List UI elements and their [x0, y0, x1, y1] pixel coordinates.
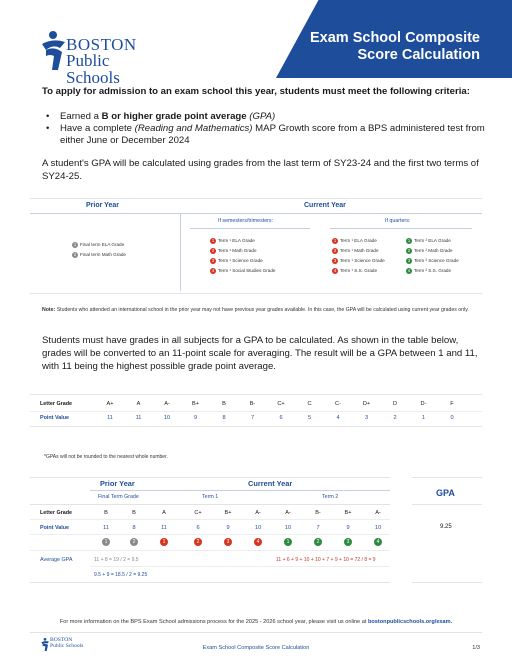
scale-grade: A-	[164, 401, 170, 407]
item-number-badge: 3	[333, 258, 337, 263]
criteria-item	[332, 238, 377, 244]
scale-point: 11	[107, 415, 113, 421]
scale-point: 3	[364, 415, 369, 421]
scale-grade: D-	[420, 401, 427, 407]
bps-logo	[38, 30, 158, 87]
criteria-item	[332, 248, 379, 254]
example-row-rule-2	[30, 534, 390, 535]
example-number-badge: 1	[160, 538, 168, 546]
footer-logo-text-2: Public Schools	[50, 643, 84, 649]
logo-text-boston: BOSTON	[66, 35, 137, 54]
item-number-badge: 2	[333, 248, 337, 253]
example-letter: B	[104, 510, 108, 516]
footer-rule	[30, 632, 482, 633]
scale-point-label: Point Value	[40, 415, 70, 421]
example-letter: C+	[194, 510, 202, 516]
example-point-label: Point Value	[40, 525, 70, 531]
item-label: Term ¹ ELA Grade	[218, 238, 255, 244]
final-term-label: Final Term Grade	[98, 494, 139, 500]
footer-logo-text-1: BOSTON	[50, 637, 73, 643]
item-label: Term ¹ Science Grade	[340, 258, 385, 264]
example-number-badge: 3	[344, 538, 352, 546]
item-number-badge: 1	[73, 242, 77, 247]
example-point: 9	[226, 525, 230, 531]
example-number-badge: 1	[102, 538, 110, 546]
item-number-badge: 3	[407, 258, 411, 263]
scale-grade: D	[392, 401, 398, 407]
example-letter: B+	[224, 510, 232, 516]
table1-prior-year-header: Prior Year	[86, 202, 119, 209]
gpa-top-rule	[412, 477, 482, 478]
criteria-item	[72, 242, 124, 248]
example-letter-label: Letter Grade	[40, 510, 73, 516]
criteria-item	[210, 258, 263, 264]
final-calc: 9.5 + 9 = 18.5 / 2 = 9.25	[94, 572, 148, 578]
table1-bottom-rule	[30, 293, 482, 294]
scale-grade: A	[136, 401, 141, 407]
example-point: 10	[254, 525, 262, 531]
table1-header-rule	[30, 213, 482, 214]
scale-grade: C+	[277, 401, 285, 407]
item-number-badge: 1	[211, 238, 215, 243]
example-prior-year-header: Prior Year	[100, 479, 135, 488]
item-label: Term ¹ Math Grade	[340, 248, 379, 254]
scale-explanation: Students must have grades in all subjects for a GPA to be calculated. As shown in the table below, grades will be converted to an 11-point scale for averaging. The result will be a GPA between 1 and 11, with 11 being the highest possible grade point average.	[42, 335, 478, 372]
example-bottom-rule	[30, 582, 390, 583]
example-point: 10	[374, 525, 382, 531]
footer-info: For more information on the BPS Exam School admissions process for the 2025 - 2026 school year, please visit us online at bostonpublicschools.org/exam.	[59, 619, 453, 625]
item-label: Term ¹ Science Grade	[218, 258, 263, 264]
scale-point: 0	[450, 415, 454, 421]
logo-text-public-schools: Public Schools	[66, 51, 120, 87]
table1-current-year-header: Current Year	[304, 202, 346, 209]
current-calc: 11 + 6 + 9 + 10 + 10 + 7 + 9 + 10 = 72 / 8 = 9	[276, 557, 376, 563]
item-number-badge: 4	[407, 268, 411, 273]
bps-logo-icon	[38, 30, 68, 74]
example-number-badge: 4	[254, 538, 262, 546]
table1-top-rule	[30, 198, 482, 199]
item-label: Term ² S.S. Grade	[414, 268, 452, 274]
item-label: Term ¹ S.S. Grade	[340, 268, 378, 274]
international-note: Note: Students who attended an international school in the prior year may not have previous year grades available. In this case, the GPA will be calculated using current year grades only.	[42, 307, 469, 313]
example-header-rule	[90, 490, 390, 491]
scale-point: 1	[421, 415, 426, 421]
example-letter: A-	[375, 510, 381, 516]
example-row-rule-1	[30, 519, 390, 520]
semesters-label: If semesters/trimesters:	[218, 218, 274, 224]
title-line-1: Exam School Composite	[309, 30, 480, 46]
scale-point: 6	[279, 415, 283, 421]
page-title	[260, 30, 480, 64]
scale-grade: C-	[335, 401, 341, 407]
criteria-intro: To apply for admission to an exam school this year, students must meet the following criteria:	[42, 86, 470, 97]
qtr-underline	[330, 228, 472, 229]
scale-point: 4	[336, 415, 340, 421]
item-number-badge: 2	[407, 248, 411, 253]
footer-doc-title: Exam School Composite Score Calculation	[202, 645, 310, 651]
criteria-item	[72, 252, 126, 258]
scale-grade: D+	[362, 401, 371, 407]
example-letter: A-	[255, 510, 261, 516]
average-gpa-label: Average GPA	[40, 557, 73, 563]
example-row-rule-3	[30, 550, 390, 551]
example-number-badge: 1	[284, 538, 292, 546]
scale-point: 5	[307, 415, 312, 421]
item-label: Final term Math Grade	[80, 252, 126, 258]
criteria-item	[210, 268, 275, 274]
example-point: 10	[284, 525, 292, 531]
scale-mid-rule	[30, 411, 482, 412]
example-letter: A-	[285, 510, 291, 516]
page-number: 1/3	[472, 645, 480, 651]
example-point: 9	[346, 525, 350, 531]
example-point: 6	[196, 525, 200, 531]
criteria-item	[210, 248, 257, 254]
gpa-header: GPA	[436, 488, 455, 498]
term2-label: Term 2	[322, 494, 339, 500]
example-point: 11	[103, 525, 109, 531]
example-number-badge: 4	[374, 538, 382, 546]
scale-grade: F	[450, 401, 454, 407]
gpa-explanation: A student's GPA will be calculated using grades from the last term of SY23-24 and the first two terms of SY24-25.	[42, 158, 479, 182]
item-number-badge: 4	[333, 268, 337, 273]
scale-top-rule	[30, 394, 482, 395]
item-label: Term ¹ Social Studies Grade	[218, 268, 276, 274]
scale-point: 2	[393, 415, 397, 421]
example-point: 7	[316, 525, 320, 531]
item-number-badge: 1	[333, 238, 337, 243]
title-line-2: Score Calculation	[357, 47, 480, 63]
scale-point: 8	[222, 415, 226, 421]
term1-label: Term 1	[202, 494, 219, 500]
example-point: 11	[161, 525, 167, 531]
item-number-badge: 1	[407, 238, 411, 243]
gpa-sub-rule	[412, 504, 482, 505]
item-label: Term ² Math Grade	[414, 248, 453, 254]
gpa-value: 9.25	[440, 524, 452, 530]
scale-point: 10	[163, 415, 171, 421]
item-number-badge: 2	[73, 252, 77, 257]
item-number-badge: 2	[211, 248, 215, 253]
criteria-item	[332, 268, 377, 274]
item-label: Term ² ELA Grade	[414, 238, 451, 244]
example-row-rule-4	[90, 566, 390, 567]
table1-divider	[180, 213, 181, 291]
item-number-badge: 3	[211, 258, 215, 263]
example-current-year-header: Current Year	[248, 479, 293, 488]
criteria-item	[332, 258, 385, 264]
rounding-note: *GPAs will not be rounded to the nearest whole number.	[44, 454, 168, 460]
criteria-item	[406, 238, 451, 244]
example-number-badge: 2	[130, 538, 138, 546]
sem-underline	[190, 228, 310, 229]
item-number-badge: 4	[211, 268, 215, 273]
scale-bottom-rule	[30, 426, 482, 427]
item-label: Final term ELA Grade	[80, 242, 125, 248]
scale-grade: B+	[192, 401, 199, 407]
example-top-rule	[30, 477, 390, 478]
example-letter: B	[132, 510, 136, 516]
example-letter: B-	[315, 510, 321, 516]
scale-grade: B	[222, 401, 226, 407]
example-number-badge: 3	[224, 538, 232, 546]
scale-grade: C	[307, 401, 312, 407]
prior-calc: 11 + 8 = 19 / 2 = 9.5	[94, 557, 139, 563]
example-letter: B+	[344, 510, 352, 516]
example-sub-rule	[30, 504, 390, 505]
item-label: Term ¹ Math Grade	[218, 248, 257, 254]
scale-point: 7	[250, 415, 255, 421]
footer-link[interactable]: bostonpublicschools.org/exam.	[367, 619, 453, 625]
example-letter: A	[162, 510, 166, 516]
criteria-item	[210, 238, 255, 244]
quarters-label: If quarters:	[385, 218, 411, 224]
example-number-badge: 2	[194, 538, 202, 546]
scale-grade: A+	[106, 401, 114, 407]
criteria-item	[406, 268, 451, 274]
scale-point: 11	[135, 415, 142, 421]
example-number-badge: 2	[314, 538, 322, 546]
gpa-bottom-rule	[412, 582, 482, 583]
criteria-item	[406, 258, 459, 264]
item-label: Term ² Science Grade	[414, 258, 459, 264]
scale-grade: B-	[249, 401, 256, 407]
example-point: 8	[132, 525, 136, 531]
scale-letter-label: Letter Grade	[40, 401, 73, 407]
scale-point: 9	[193, 415, 198, 421]
item-label: Term ¹ ELA Grade	[340, 238, 377, 244]
criteria-item	[406, 248, 453, 254]
